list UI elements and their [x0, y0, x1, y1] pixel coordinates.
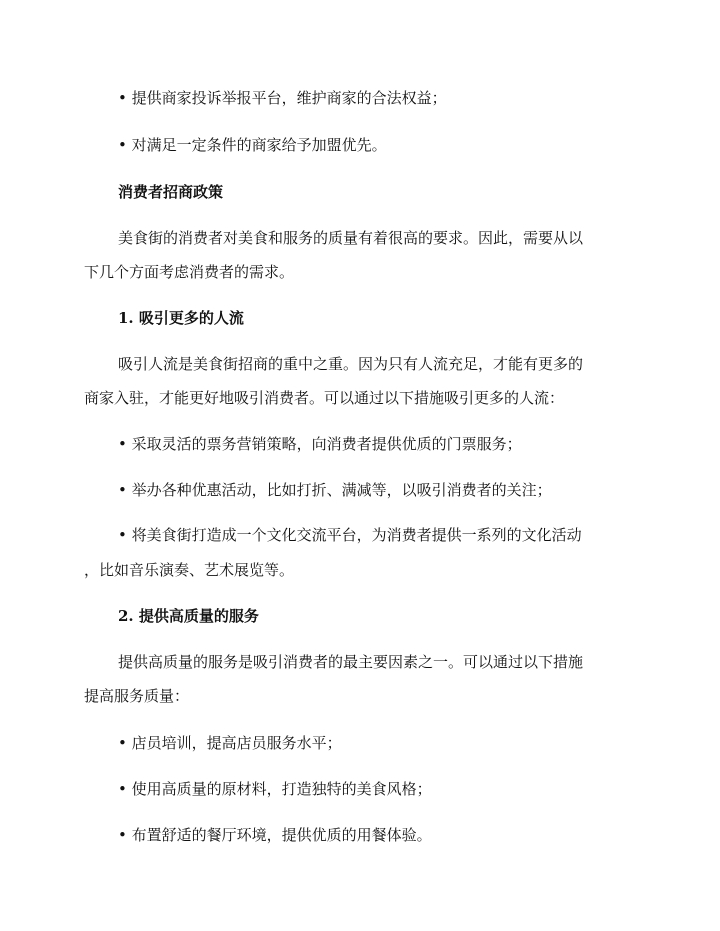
bullet-item: • 将美食街打造成一个文化交流平台，为消费者提供一系列的文化活动 [118, 526, 582, 544]
section-heading: 2. 提供高质量的服务 [118, 607, 259, 625]
paragraph-line: 商家入驻，才能更好地吸引消费者。可以通过以下措施吸引更多的人流： [84, 389, 565, 407]
bullet-item: • 举办各种优惠活动，比如打折、满减等，以吸引消费者的关注； [118, 481, 552, 499]
paragraph-line: 下几个方面考虑消费者的需求。 [84, 263, 295, 281]
paragraph-line: 提高服务质量： [84, 687, 190, 705]
bullet-continuation: ，比如音乐演奏、艺术展览等。 [84, 561, 295, 579]
bullet-item: • 使用高质量的原材料，打造独特的美食风格； [118, 780, 432, 798]
bullet-item: • 提供商家投诉举报平台，维护商家的合法权益； [118, 89, 447, 107]
section-title: 消费者招商政策 [118, 183, 224, 201]
paragraph-line: 提供高质量的服务是吸引消费者的最主要因素之一。可以通过以下措施 [118, 653, 584, 671]
paragraph-line: 美食街的消费者对美食和服务的质量有着很高的要求。因此，需要从以 [118, 229, 584, 247]
section-heading: 1. 吸引更多的人流 [118, 309, 244, 327]
bullet-item: • 店员培训，提高店员服务水平； [118, 734, 342, 752]
bullet-item: • 布置舒适的餐厅环境，提供优质的用餐体验。 [118, 826, 432, 844]
paragraph-line: 吸引人流是美食街招商的重中之重。因为只有人流充足，才能有更多的 [118, 355, 584, 373]
bullet-item: • 对满足一定条件的商家给予加盟优先。 [118, 136, 387, 154]
bullet-item: • 采取灵活的票务营销策略，向消费者提供优质的门票服务； [118, 435, 522, 453]
